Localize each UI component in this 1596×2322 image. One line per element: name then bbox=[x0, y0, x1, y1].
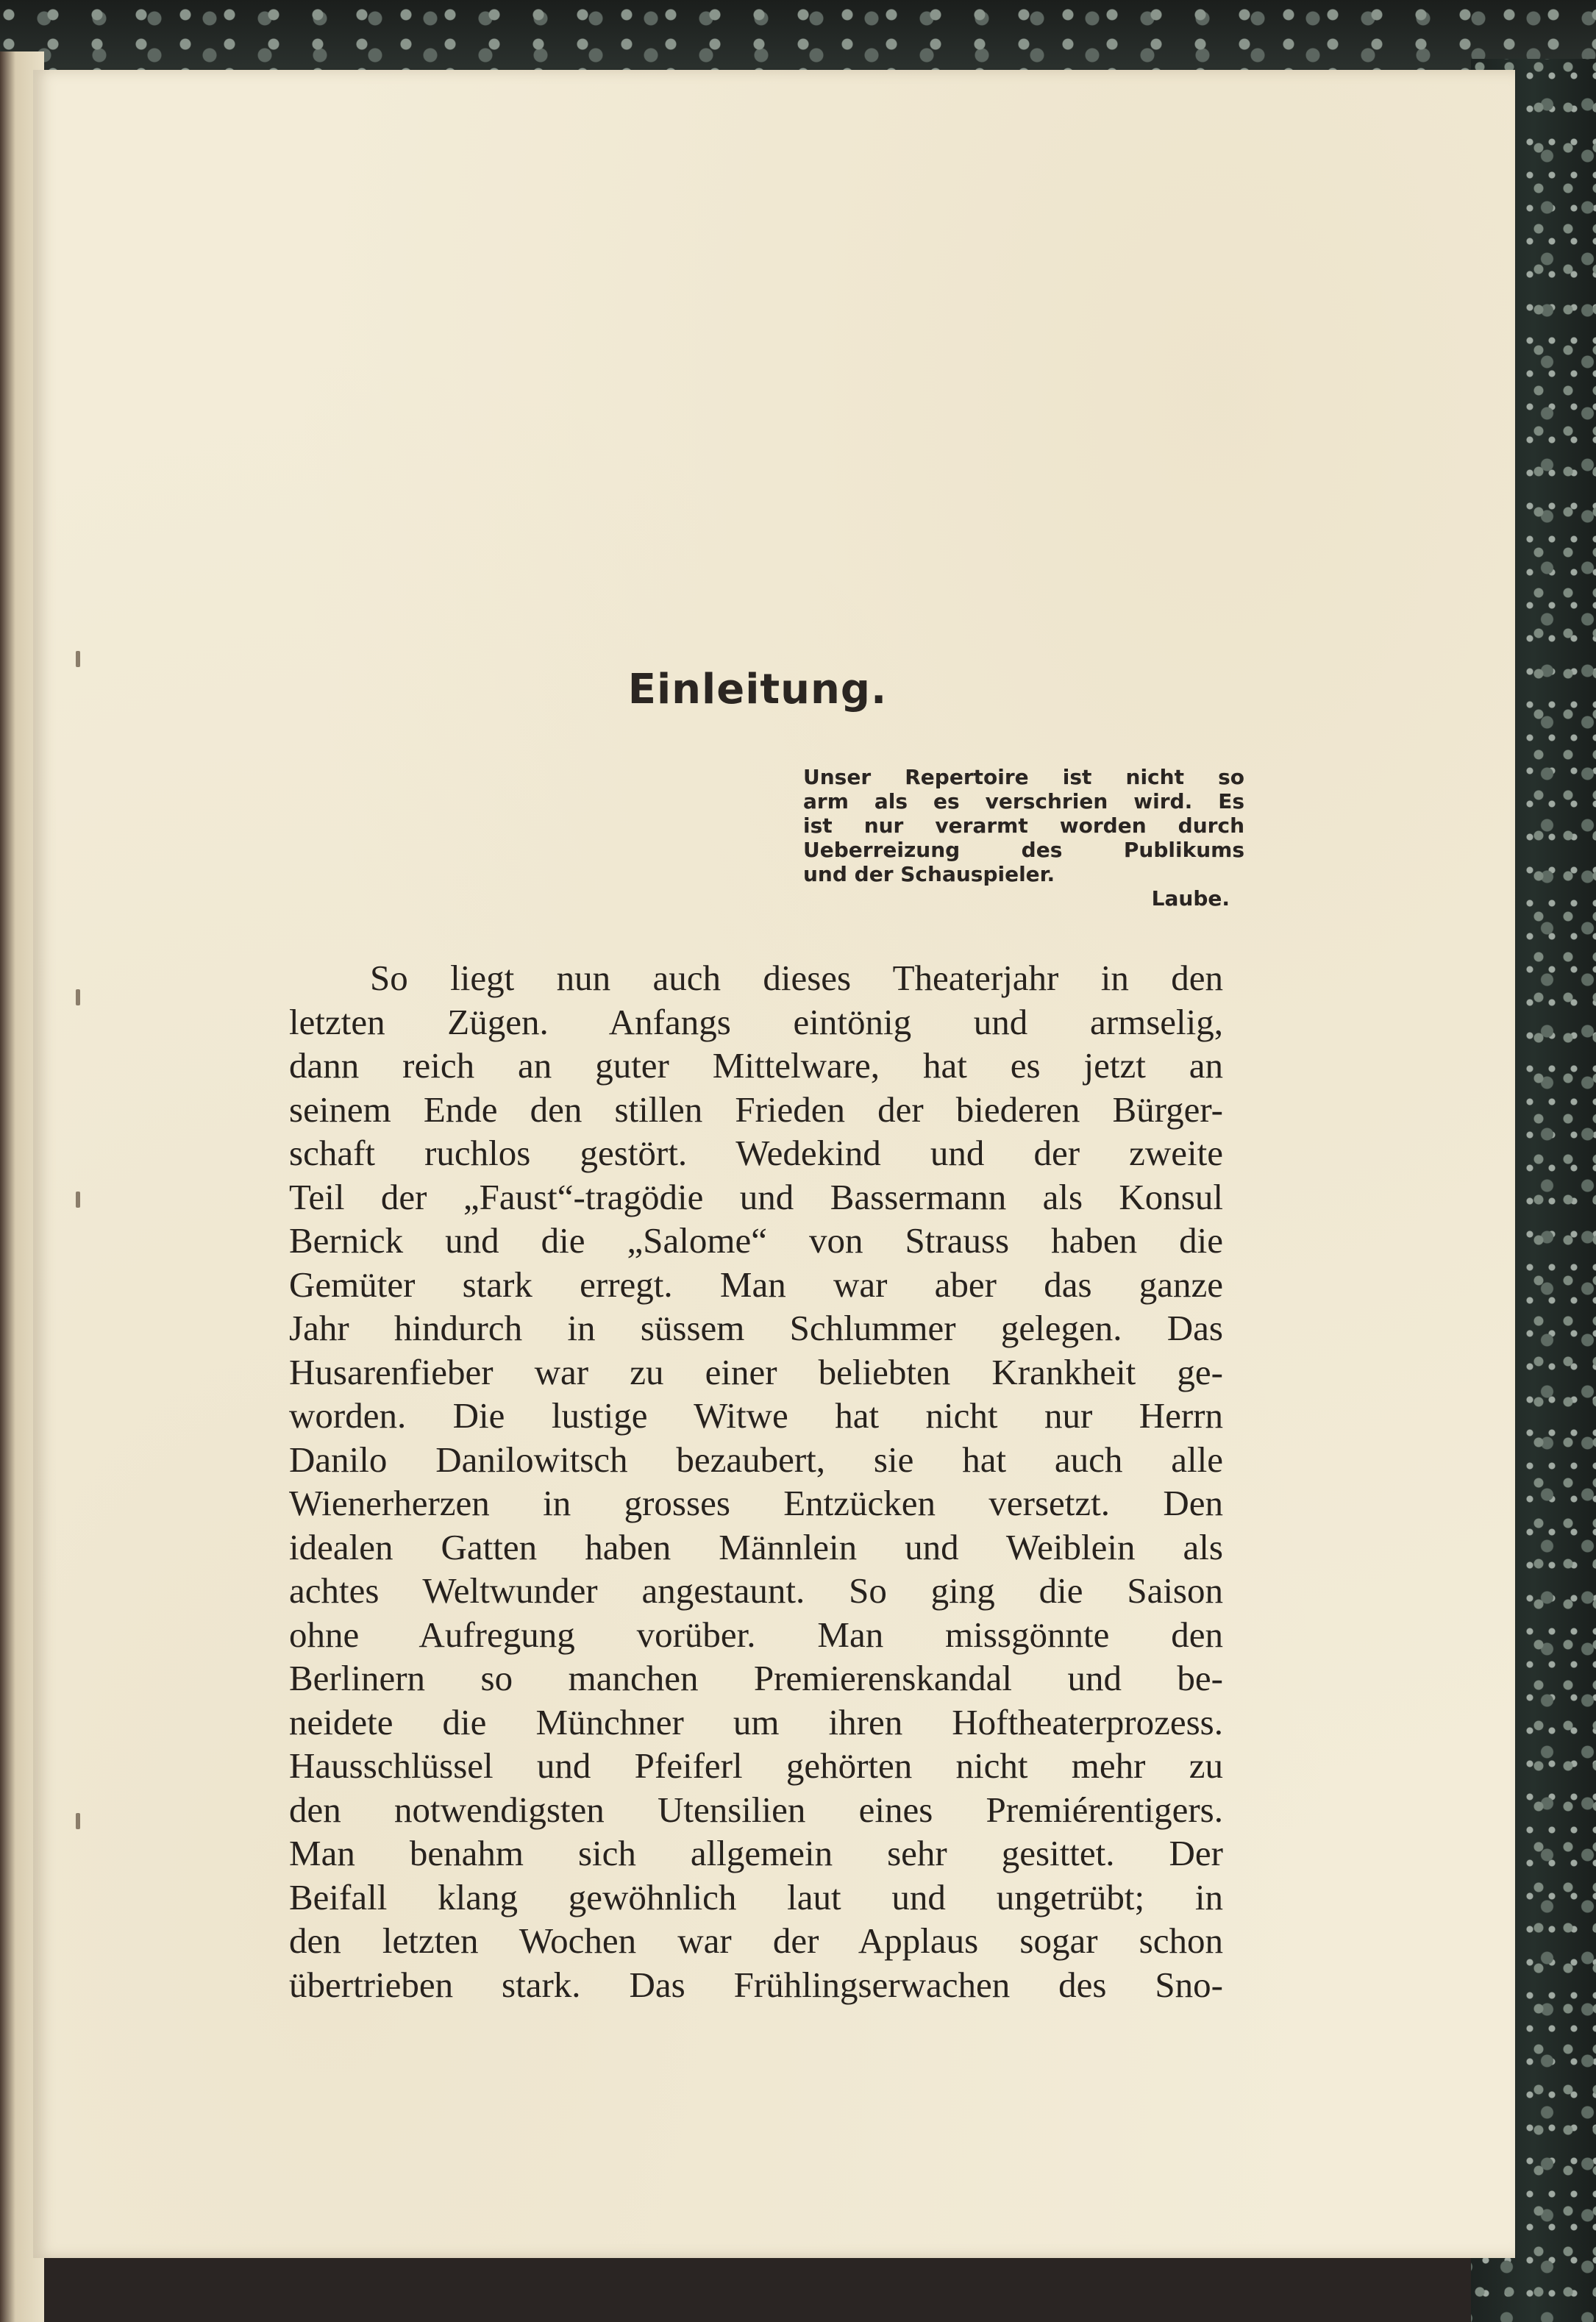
text-line: Hausschlüssel und Pfeiferl gehörten nicht mehr zu bbox=[289, 1745, 1223, 1786]
text-line: Beifall klang gewöhnlich laut und ungetrübt; in bbox=[289, 1876, 1223, 1917]
text-line: Teil der „Faust“-tragödie und Bassermann als Konsul bbox=[289, 1176, 1223, 1217]
text-line: seinem Ende den stillen Frieden der biederen Bürger- bbox=[289, 1089, 1223, 1130]
text-line: Wienerherzen in grosses Entzücken versetzt. Den bbox=[289, 1483, 1223, 1523]
text-line: Jahr hindurch in süssem Schlummer gelegen. Das bbox=[289, 1308, 1223, 1348]
text-line: Gemüter stark erregt. Man war aber das ganze bbox=[289, 1264, 1223, 1305]
stitch-mark bbox=[76, 1813, 80, 1829]
stitch-mark bbox=[76, 651, 80, 667]
text-line: idealen Gatten haben Männlein und Weiblein als bbox=[289, 1526, 1223, 1567]
text-line: achtes Weltwunder angestaunt. So ging die Saison bbox=[289, 1570, 1223, 1611]
epigraph-line: arm als es verschrien wird. Es bbox=[803, 789, 1244, 813]
text-line: dann reich an guter Mittelware, hat es jetzt an bbox=[289, 1045, 1223, 1086]
epigraph-line: Unser Repertoire ist nicht so bbox=[803, 765, 1244, 789]
text-line: So liegt nun auch dieses Theaterjahr in den bbox=[370, 958, 1223, 998]
text-line: Danilo Danilowitsch bezaubert, sie hat auch alle bbox=[289, 1439, 1223, 1480]
text-line: schaft ruchlos gestört. Wedekind und der zweite bbox=[289, 1133, 1223, 1173]
chapter-heading: Einleitung. bbox=[627, 666, 888, 713]
stitch-mark bbox=[76, 989, 80, 1005]
text-line: ohne Aufregung vorüber. Man missgönnte den bbox=[289, 1614, 1223, 1655]
epigraph-line: ist nur verarmt worden durch bbox=[803, 813, 1244, 838]
body-paragraph bbox=[289, 956, 1223, 2006]
epigraph-author: Laube. bbox=[1151, 886, 1230, 911]
epigraph-line: Ueberreizung des Publikums bbox=[803, 838, 1244, 862]
text-line: neidete die Münchner um ihren Hoftheaterprozess. bbox=[289, 1701, 1223, 1742]
text-line: Bernick und die „Salome“ von Strauss haben die bbox=[289, 1220, 1223, 1261]
text-line: übertrieben stark. Das Frühlingserwachen des Sno- bbox=[289, 1964, 1223, 2005]
text-line: den notwendigsten Utensilien eines Premiérentigers. bbox=[289, 1789, 1223, 1830]
text-line: Husarenfieber war zu einer beliebten Krankheit ge- bbox=[289, 1351, 1223, 1392]
text-line: Berlinern so manchen Premierenskandal und be- bbox=[289, 1658, 1223, 1698]
text-line: Man benahm sich allgemein sehr gesittet. Der bbox=[289, 1833, 1223, 1873]
epigraph bbox=[803, 765, 1244, 911]
stitch-mark bbox=[76, 1192, 80, 1208]
text-line: letzten Zügen. Anfangs eintönig und armselig, bbox=[289, 1001, 1223, 1042]
epigraph-line: und der Schauspieler. bbox=[803, 862, 1055, 886]
text-line: worden. Die lustige Witwe hat nicht nur Herrn bbox=[289, 1395, 1223, 1436]
text-line: den letzten Wochen war der Applaus sogar schon bbox=[289, 1920, 1223, 1961]
